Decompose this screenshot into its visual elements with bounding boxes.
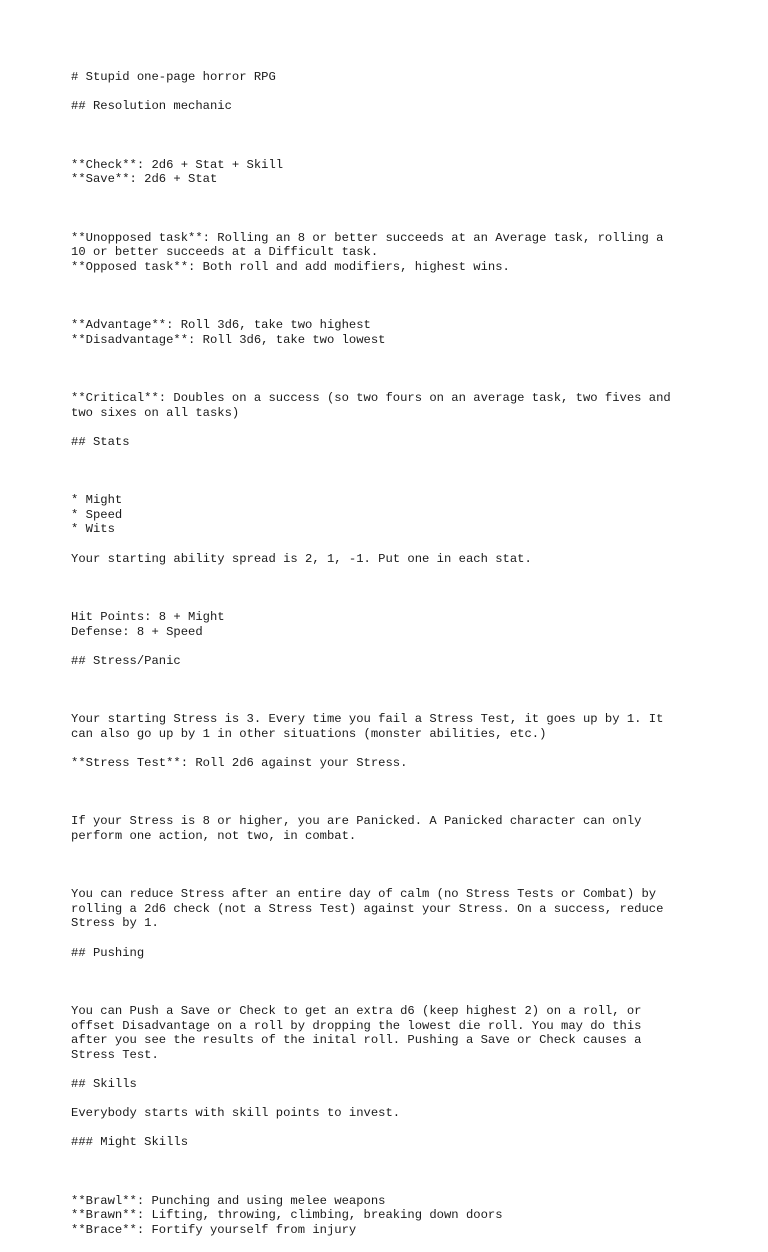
stress-test-rule: **Stress Test**: Roll 2d6 against your Stress. [71,755,408,770]
brawl-skill: **Brawl**: Punching and using melee weapons [71,1193,386,1208]
critical-block [71,362,731,420]
reduce-stress-block [71,858,731,931]
panicked-line-1: If your Stress is 8 or higher, you are Panicked. A Panicked character can only [71,814,642,829]
stat-item: * Speed [71,507,123,522]
document-title: # Stupid one-page horror RPG [71,70,276,84]
starting-stress-line-1: Your starting Stress is 3. Every time you fail a Stress Test, it goes up by 1. It [71,712,664,727]
might-skills-list [71,1165,731,1238]
ability-spread: Your starting ability spread is 2, 1, -1. Put one in each stat. [71,551,532,566]
brace-skill: **Brace**: Fortify yourself from injury [71,1222,357,1237]
disadvantage-rule: **Disadvantage**: Roll 3d6, take two lowest [71,332,386,347]
derived-stats-block [71,581,731,639]
starting-stress-block [71,683,731,741]
pushing-line-3: after you see the results of the inital roll. Pushing a Save or Check causes a [71,1033,642,1048]
pushing-line-2: offset Disadvantage on a roll by dropping the lowest die roll. You may do this [71,1018,642,1033]
pushing-block [71,975,731,1063]
unopposed-rule-line-2: 10 or better succeeds at a Difficult task. [71,245,379,260]
stats-heading: ## Stats [71,434,130,449]
critical-rule-line-1: **Critical**: Doubles on a success (so two fours on an average task, two fives and [71,391,671,406]
defense-rule: Defense: 8 + Speed [71,624,203,639]
stat-item: * Wits [71,522,115,537]
opposed-rule: **Opposed task**: Both roll and add modifiers, highest wins. [71,259,510,274]
hit-points-rule: Hit Points: 8 + Might [71,609,225,624]
starting-stress-line-2: can also go up by 1 in other situations (monster abilities, etc.) [71,726,547,741]
reduce-stress-line-3: Stress by 1. [71,916,159,931]
critical-rule-line-2: two sixes on all tasks) [71,405,240,420]
task-block [71,201,731,274]
pushing-line-4: Stress Test. [71,1047,159,1062]
panicked-block [71,785,731,843]
stat-item: * Might [71,493,123,508]
skills-intro: Everybody starts with skill points to invest. [71,1106,401,1121]
advantage-block [71,289,731,347]
might-skills-heading: ### Might Skills [71,1135,189,1150]
pushing-line-1: You can Push a Save or Check to get an extra d6 (keep highest 2) on a roll, or [71,1004,642,1018]
reduce-stress-line-2: rolling a 2d6 check (not a Stress Test) against your Stress. On a success, reduce [71,901,664,916]
advantage-rule: **Advantage**: Roll 3d6, take two highest [71,318,371,333]
resolution-heading: ## Resolution mechanic [71,99,232,114]
unopposed-rule-line-1: **Unopposed task**: Rolling an 8 or better succeeds at an Average task, rolling a [71,230,664,245]
brawn-skill: **Brawn**: Lifting, throwing, climbing, breaking down doors [71,1208,503,1223]
skills-heading: ## Skills [71,1076,137,1091]
reduce-stress-line-1: You can reduce Stress after an entire day of calm (no Stress Tests or Combat) by [71,887,657,902]
check-rule: **Check**: 2d6 + Stat + Skill [71,157,284,172]
save-rule: **Save**: 2d6 + Stat [71,172,218,187]
stress-heading: ## Stress/Panic [71,653,181,668]
panicked-line-2: perform one action, not two, in combat. [71,828,357,843]
stats-list [71,464,731,537]
check-save-block [71,128,731,186]
document-page [71,70,731,1252]
pushing-heading: ## Pushing [71,945,145,960]
